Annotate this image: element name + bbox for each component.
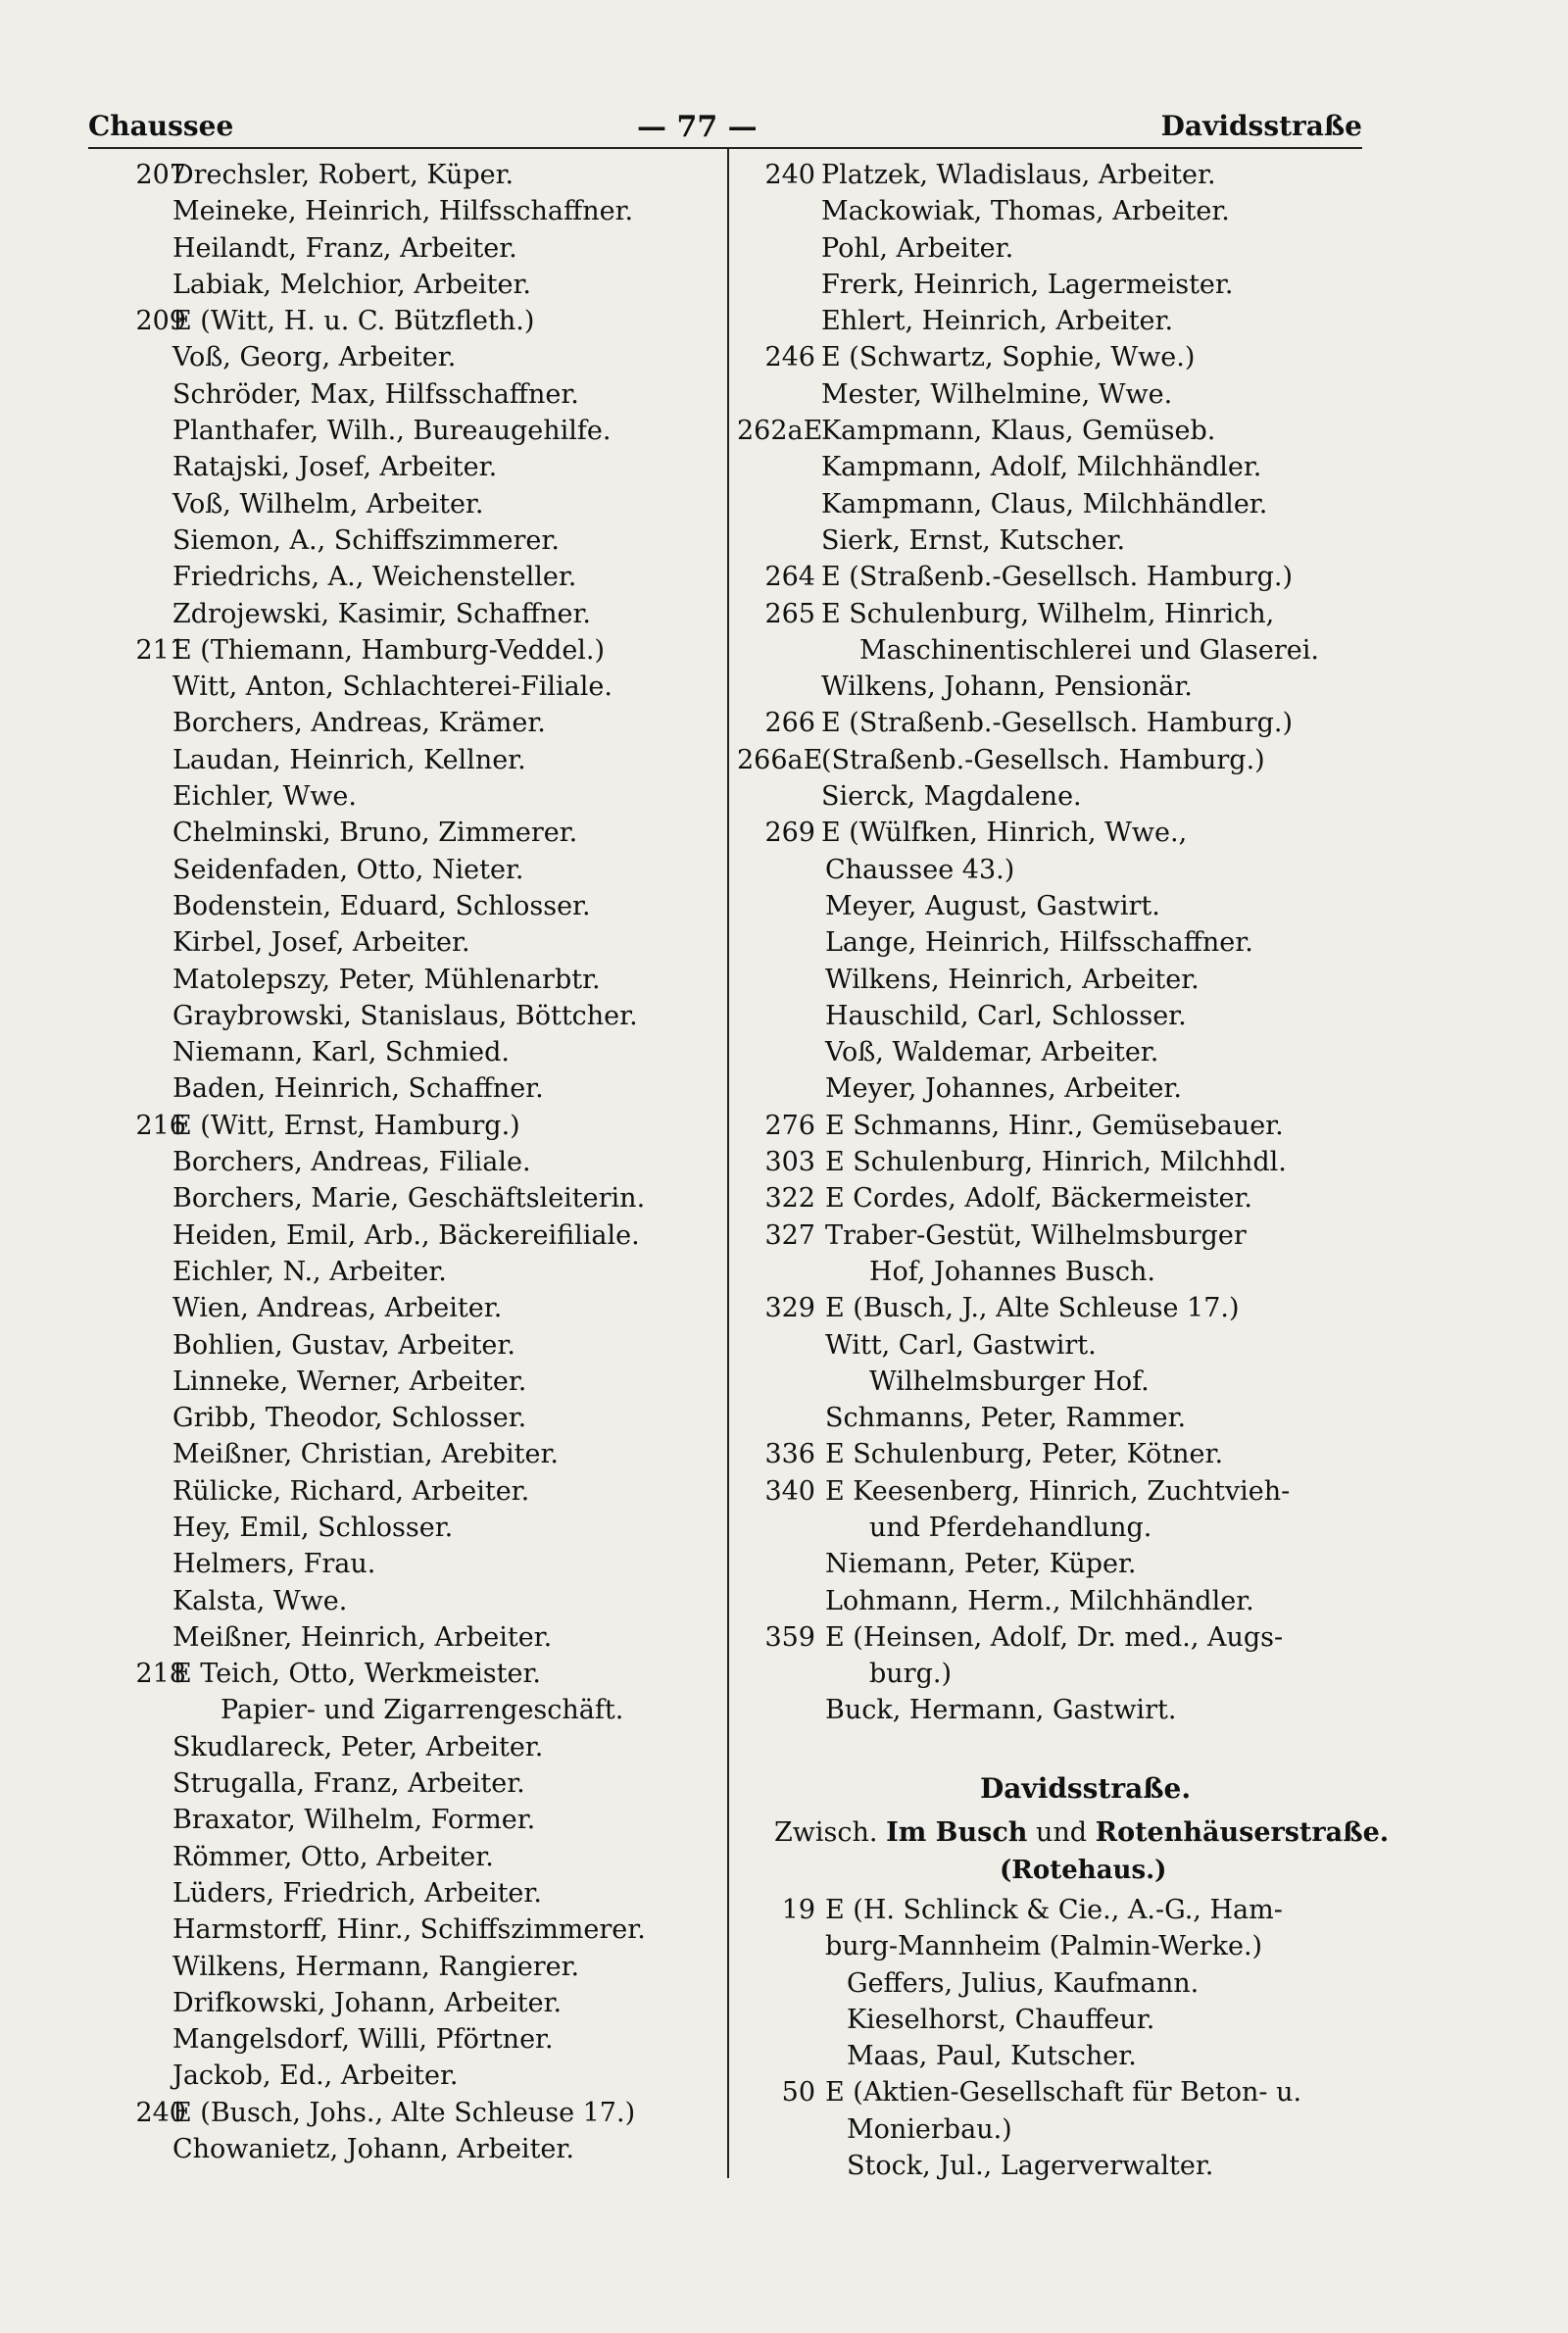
entry-text: Kampmann, Klaus, Gemüseb.: [821, 416, 1216, 447]
house-number: 303: [764, 1147, 815, 1178]
directory-entry: [88, 2021, 725, 2058]
directory-entry: [737, 962, 1394, 998]
directory-entry: [737, 632, 1394, 669]
directory-entry: [737, 2148, 1394, 2184]
entry-text: Chelminski, Bruno, Zimmerer.: [172, 818, 578, 849]
entry-text: Borchers, Andreas, Krämer.: [172, 708, 546, 739]
entry-text: Meyer, Johannes, Arbeiter.: [825, 1073, 1182, 1105]
directory-entry: [88, 1839, 725, 1875]
directory-entry: [737, 1327, 1394, 1364]
directory-entry: [88, 1070, 725, 1107]
entry-text: E (H. Schlinck & Cie., A.-G., Ham-: [825, 1895, 1283, 1925]
directory-entry: [88, 339, 725, 375]
house-number: 269: [764, 818, 815, 849]
column-divider: [727, 149, 729, 2178]
entry-text: Seidenfaden, Otto, Nieter.: [172, 854, 524, 885]
directory-entry: [737, 596, 1394, 632]
entry-text: Ratajski, Josef, Arbeiter.: [172, 452, 498, 483]
directory-entry: [88, 1144, 725, 1180]
entry-text: Mangelsdorf, Willi, Pförtner.: [172, 2024, 554, 2056]
directory-entry: [737, 193, 1394, 229]
header-right-street: Davidsstraße: [1160, 110, 1362, 142]
entry-text: Ehlert, Heinrich, Arbeiter.: [821, 306, 1174, 337]
section-title: Davidsstraße.: [980, 1772, 1192, 1805]
entry-text: Niemann, Karl, Schmied.: [172, 1037, 510, 1068]
directory-entry: [88, 157, 725, 193]
directory-entry: [88, 1949, 725, 1985]
entry-text: Siemon, A., Schiffszimmerer.: [172, 524, 560, 556]
directory-entry: [88, 742, 725, 778]
entry-text: Hof, Johannes Busch.: [869, 1256, 1155, 1287]
directory-entry: [737, 1034, 1394, 1070]
directory-entry: [737, 669, 1394, 705]
entry-text: E (Heinsen, Adolf, Dr. med., Augs-: [825, 1621, 1284, 1653]
directory-entry: [737, 778, 1394, 815]
entry-text: Maschinentischlerei und Glaserei.: [859, 634, 1319, 666]
directory-entry: [737, 2111, 1394, 2148]
entry-text: E Keesenberg, Hinrich, Zuchtvieh-: [825, 1475, 1291, 1507]
entry-text: Braxator, Wilhelm, Former.: [172, 1805, 536, 1836]
entry-text: Baden, Heinrich, Schaffner.: [172, 1073, 544, 1105]
directory-entry: [737, 157, 1394, 193]
directory-entry: [737, 2002, 1394, 2038]
directory-entry: [88, 1802, 725, 1838]
directory-entry: [737, 1180, 1394, 1216]
directory-entry: [88, 705, 725, 741]
directory-entry: [737, 742, 1394, 778]
entry-text: Niemann, Peter, Küper.: [825, 1549, 1137, 1580]
directory-entry: [88, 888, 725, 924]
entry-text: Platzek, Wladislaus, Arbeiter.: [821, 160, 1216, 190]
entry-text: E (Aktien-Gesellschaft für Beton- u.: [825, 2077, 1302, 2109]
directory-entry: [88, 2095, 725, 2131]
house-number: 246: [764, 342, 815, 373]
directory-entry: [737, 230, 1394, 267]
entry-text: E (Witt, Ernst, Hamburg.): [172, 1110, 520, 1141]
directory-entry: [737, 1217, 1394, 1254]
entry-text: Pohl, Arbeiter.: [821, 232, 1014, 264]
entry-text: Schmanns, Peter, Rammer.: [825, 1403, 1187, 1434]
section-sub-mid: und: [1035, 1817, 1088, 1848]
directory-entry: [88, 1436, 725, 1472]
entry-text: Voß, Georg, Arbeiter.: [172, 342, 457, 373]
directory-entry: [737, 1436, 1394, 1472]
entry-text: Kampmann, Claus, Milchhändler.: [821, 488, 1268, 520]
entry-text: E (Busch, J., Alte Schleuse 17.): [825, 1293, 1240, 1324]
entry-text: E Cordes, Adolf, Bäckermeister.: [825, 1183, 1252, 1215]
directory-entry: [88, 1400, 725, 1436]
entry-text: Borchers, Andreas, Filiale.: [172, 1147, 531, 1178]
entry-text: Zdrojewski, Kasimir, Schaffner.: [172, 598, 591, 629]
entry-text: E (Thiemann, Hamburg-Veddel.): [172, 634, 606, 666]
directory-entry: [88, 1875, 725, 1911]
entry-text: Kampmann, Adolf, Milchhändler.: [821, 452, 1262, 483]
directory-entry: [88, 1180, 725, 1216]
directory-entry: [737, 413, 1394, 449]
directory-entry: [737, 1619, 1394, 1656]
house-number: 262aE: [737, 416, 823, 447]
directory-entry: [88, 376, 725, 413]
directory-entry: [737, 1070, 1394, 1107]
directory-entry: [88, 1217, 725, 1254]
entry-text: Chaussee 43.): [825, 854, 1015, 885]
directory-entry: [88, 449, 725, 485]
entry-text: Sierk, Ernst, Kutscher.: [821, 524, 1126, 556]
directory-entry: [88, 1510, 725, 1546]
directory-entry: [88, 559, 725, 595]
directory-entry: [88, 1546, 725, 1582]
house-number: 207: [135, 160, 186, 190]
entry-text: burg.): [869, 1659, 952, 1690]
entry-text: Eichler, Wwe.: [172, 781, 357, 813]
directory-entry: [88, 1034, 725, 1070]
entry-text: Eichler, N., Arbeiter.: [172, 1256, 447, 1287]
entry-text: Lohmann, Herm., Milchhändler.: [825, 1585, 1254, 1616]
entry-text: Kieselhorst, Chauffeur.: [847, 2004, 1155, 2035]
directory-entry: [737, 1656, 1394, 1692]
directory-entry: [88, 1254, 725, 1290]
entry-text: Schröder, Max, Hilfsschaffner.: [172, 378, 579, 410]
directory-entry: [88, 669, 725, 705]
entry-text: Hauschild, Carl, Schlosser.: [825, 1000, 1187, 1031]
directory-entry: [88, 1985, 725, 2021]
directory-entry: [88, 596, 725, 632]
entry-text: Strugalla, Franz, Arbeiter.: [172, 1768, 525, 1800]
directory-entry: [737, 267, 1394, 303]
directory-entry: [737, 1892, 1394, 1928]
entry-text: (Straßenb.-Gesellsch. Hamburg.): [821, 744, 1265, 775]
entry-text: Planthafer, Wilh., Bureaugehilfe.: [172, 416, 612, 447]
directory-entry: [88, 413, 725, 449]
house-number: 327: [764, 1219, 815, 1251]
entry-text: Lange, Heinrich, Hilfsschaffner.: [825, 927, 1253, 959]
entry-text: Laudan, Heinrich, Kellner.: [172, 744, 526, 775]
directory-entry: [88, 2058, 725, 2094]
entry-text: Witt, Carl, Gastwirt.: [825, 1329, 1097, 1361]
directory-entry: [737, 486, 1394, 522]
directory-entry: [88, 230, 725, 267]
entry-text: Voß, Wilhelm, Arbeiter.: [172, 488, 484, 520]
entry-text: E Schulenburg, Hinrich, Milchhdl.: [825, 1147, 1287, 1178]
entry-text: Stock, Jul., Lagerverwalter.: [847, 2151, 1214, 2182]
entry-text: E Schulenburg, Wilhelm, Hinrich,: [821, 598, 1275, 629]
entry-text: Harmstorff, Hinr., Schiffszimmerer.: [172, 1914, 646, 1946]
entry-text: E Schulenburg, Peter, Kötner.: [825, 1439, 1224, 1470]
directory-entry: [88, 852, 725, 888]
entry-text: Drifkowski, Johann, Arbeiter.: [172, 1987, 563, 2018]
entry-text: Jackob, Ed., Arbeiter.: [172, 2060, 459, 2092]
entry-text: Heiden, Emil, Arb., Bäckereifiliale.: [172, 1219, 640, 1251]
entry-text: Rülicke, Richard, Arbeiter.: [172, 1475, 530, 1507]
entry-text: Papier- und Zigarrengeschäft.: [220, 1695, 624, 1726]
entry-text: Meyer, August, Gastwirt.: [825, 890, 1160, 921]
directory-entry: [737, 815, 1394, 851]
entry-text: und Pferdehandlung.: [869, 1512, 1152, 1543]
entry-text: Kirbel, Josef, Arbeiter.: [172, 927, 470, 959]
right-column: [737, 157, 1394, 1729]
entry-text: Lüders, Friedrich, Arbeiter.: [172, 1877, 542, 1909]
directory-entry: [737, 522, 1394, 559]
entry-text: Mackowiak, Thomas, Arbeiter.: [821, 196, 1230, 227]
directory-entry: [737, 1144, 1394, 1180]
entry-text: Frerk, Heinrich, Lagermeister.: [821, 269, 1234, 300]
entry-text: Mester, Wilhelmine, Wwe.: [821, 378, 1173, 410]
directory-entry: [737, 1692, 1394, 1728]
section-sub-street-b: Rotenhäuserstraße.: [1095, 1817, 1390, 1848]
entry-text: Linneke, Werner, Arbeiter.: [172, 1365, 527, 1397]
entry-text: Wilkens, Hermann, Rangierer.: [172, 1951, 580, 1982]
house-number: 276: [764, 1110, 815, 1141]
entry-text: E (Straßenb.-Gesellsch. Hamburg.): [821, 708, 1293, 739]
entry-text: Bodenstein, Eduard, Schlosser.: [172, 890, 591, 921]
entry-text: E (Wülfken, Hinrich, Wwe.,: [821, 818, 1188, 849]
entry-text: Maas, Paul, Kutscher.: [847, 2041, 1137, 2072]
directory-entry: [737, 1546, 1394, 1582]
page-number: — 77 —: [637, 110, 758, 144]
entry-text: Sierck, Magdalene.: [821, 781, 1082, 813]
entry-text: Wien, Andreas, Arbeiter.: [172, 1293, 503, 1324]
entry-text: Chowanietz, Johann, Arbeiter.: [172, 2134, 574, 2165]
house-number: 264: [764, 562, 815, 593]
directory-entry: [88, 2131, 725, 2167]
entry-text: Geffers, Julius, Kaufmann.: [847, 1967, 1200, 1999]
entry-text: Römmer, Otto, Arbeiter.: [172, 1841, 494, 1872]
directory-entry: [737, 924, 1394, 961]
entry-text: Voß, Waldemar, Arbeiter.: [825, 1037, 1159, 1068]
entry-text: Gribb, Theodor, Schlosser.: [172, 1403, 527, 1434]
entry-text: Heilandt, Franz, Arbeiter.: [172, 232, 517, 264]
entry-text: Meißner, Christian, Arebiter.: [172, 1439, 560, 1470]
directory-entry: [88, 924, 725, 961]
entry-text: Buck, Hermann, Gastwirt.: [825, 1695, 1177, 1726]
entry-text: Helmers, Frau.: [172, 1549, 376, 1580]
house-number: 359: [764, 1621, 815, 1653]
directory-entry: [737, 1473, 1394, 1510]
directory-entry: [88, 1619, 725, 1656]
directory-entry: [737, 449, 1394, 485]
entry-text: E (Witt, H. u. C. Bützfleth.): [172, 306, 535, 337]
house-number: 209: [135, 306, 186, 337]
directory-entry: [88, 632, 725, 669]
directory-entry: [737, 1400, 1394, 1436]
directory-entry: [88, 1729, 725, 1765]
section-subtitle: [774, 1817, 1389, 1848]
entry-text: Kalsta, Wwe.: [172, 1585, 348, 1616]
directory-entry: [737, 559, 1394, 595]
left-column: [88, 157, 725, 2167]
directory-entry: [737, 1364, 1394, 1400]
directory-entry: [88, 193, 725, 229]
directory-entry: [737, 1928, 1394, 1964]
directory-entry: [88, 1364, 725, 1400]
entry-text: E Schmanns, Hinr., Gemüsebauer.: [825, 1110, 1284, 1141]
entry-text: Meißner, Heinrich, Arbeiter.: [172, 1621, 553, 1653]
entry-text: Skudlareck, Peter, Arbeiter.: [172, 1731, 544, 1762]
directory-entry: [88, 267, 725, 303]
directory-entry: [88, 1583, 725, 1619]
house-number: 216: [135, 1110, 186, 1141]
house-number: 266: [764, 708, 815, 739]
entry-text: Meineke, Heinrich, Hilfsschaffner.: [172, 196, 634, 227]
house-number: 50: [781, 2077, 815, 2109]
directory-entry: [737, 1254, 1394, 1290]
section-entries: [737, 1892, 1394, 2184]
house-number: 240: [135, 2097, 186, 2128]
entry-text: Matolepszy, Peter, Mühlenarbtr.: [172, 964, 601, 995]
header-rule: [88, 147, 1362, 149]
entry-text: Traber-Gestüt, Wilhelmsburger: [825, 1219, 1247, 1251]
entry-text: Monierbau.): [847, 2113, 1012, 2145]
entry-text: Wilhelmsburger Hof.: [869, 1365, 1150, 1397]
directory-entry: [737, 888, 1394, 924]
directory-entry: [88, 486, 725, 522]
section-sub-pre: Zwisch.: [774, 1817, 878, 1848]
directory-entry: [88, 962, 725, 998]
directory-entry: [88, 1473, 725, 1510]
entry-text: Hey, Emil, Schlosser.: [172, 1512, 454, 1543]
directory-entry: [88, 1692, 725, 1728]
directory-entry: [88, 778, 725, 815]
directory-entry: [737, 2038, 1394, 2074]
directory-entry: [737, 1510, 1394, 1546]
house-number: 340: [764, 1475, 815, 1507]
house-number: 211: [135, 634, 186, 666]
entry-text: Wilkens, Heinrich, Arbeiter.: [825, 964, 1200, 995]
directory-entry: [88, 1290, 725, 1326]
house-number: 322: [764, 1183, 815, 1215]
directory-entry: [737, 1108, 1394, 1144]
directory-entry: [737, 303, 1394, 339]
entry-text: Wilkens, Johann, Pensionär.: [821, 671, 1193, 703]
house-number: 266aE: [737, 744, 823, 775]
house-number: 329: [764, 1293, 815, 1324]
section-sub-street-a: Im Busch: [886, 1817, 1028, 1848]
entry-text: burg-Mannheim (Palmin-Werke.): [825, 1931, 1263, 1962]
house-number: 218: [135, 1659, 186, 1690]
directory-entry: [88, 815, 725, 851]
entry-text: E (Busch, Johs., Alte Schleuse 17.): [172, 2097, 636, 2128]
entry-text: Bohlien, Gustav, Arbeiter.: [172, 1329, 515, 1361]
directory-entry: [737, 852, 1394, 888]
entry-text: Labiak, Melchior, Arbeiter.: [172, 269, 531, 300]
header-left-street: Chaussee: [88, 110, 234, 142]
directory-entry: [737, 339, 1394, 375]
directory-entry: [737, 2074, 1394, 2110]
directory-entry: [737, 998, 1394, 1034]
directory-entry: [737, 705, 1394, 741]
directory-entry: [88, 1765, 725, 1802]
entry-text: Graybrowski, Stanislaus, Böttcher.: [172, 1000, 638, 1031]
directory-entry: [88, 522, 725, 559]
directory-entry: [88, 303, 725, 339]
directory-entry: [88, 1911, 725, 1948]
house-number: 265: [764, 598, 815, 629]
directory-entry: [737, 1583, 1394, 1619]
entry-text: Borchers, Marie, Geschäftsleiterin.: [172, 1183, 646, 1215]
directory-entry: [88, 1108, 725, 1144]
directory-entry: [88, 1327, 725, 1364]
entry-text: Drechsler, Robert, Küper.: [172, 160, 514, 190]
directory-entry: [88, 1656, 725, 1692]
house-number: 240: [764, 160, 815, 190]
directory-entry: [737, 1965, 1394, 2002]
directory-entry: [737, 1290, 1394, 1326]
entry-text: E Teich, Otto, Werkmeister.: [172, 1659, 541, 1690]
entry-text: E (Straßenb.-Gesellsch. Hamburg.): [821, 562, 1293, 593]
section-paren: (Rotehaus.): [1000, 1856, 1167, 1885]
house-number: 336: [764, 1439, 815, 1470]
directory-entry: [88, 998, 725, 1034]
house-number: 19: [781, 1895, 815, 1925]
entry-text: Friedrichs, A., Weichensteller.: [172, 562, 577, 593]
entry-text: E (Schwartz, Sophie, Wwe.): [821, 342, 1196, 373]
entry-text: Witt, Anton, Schlachterei-Filiale.: [172, 671, 612, 703]
directory-entry: [737, 376, 1394, 413]
